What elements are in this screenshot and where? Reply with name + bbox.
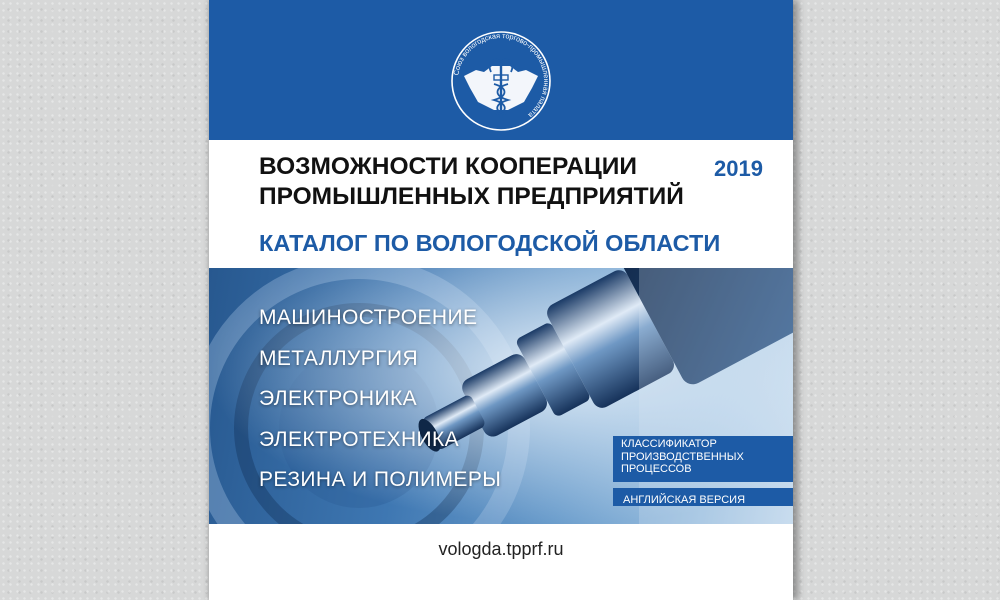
catalog-year: 2019 bbox=[714, 156, 763, 181]
footer-website-url: vologda.tpprf.ru bbox=[438, 539, 564, 559]
sector-item: РЕЗИНА И ПОЛИМЕРЫ bbox=[259, 468, 502, 491]
sector-item: ЭЛЕКТРОНИКА bbox=[259, 387, 418, 410]
emblem-ring-text: Союз вологодская торгово-промышленная палата bbox=[451, 30, 552, 120]
catalog-subtitle: КАТАЛОГ ПО ВОЛОГОДСКОЙ ОБЛАСТИ bbox=[259, 230, 721, 256]
header-band bbox=[209, 0, 793, 140]
catalog-title bbox=[259, 152, 684, 212]
classifier-badge bbox=[613, 436, 793, 482]
catalog-cover bbox=[209, 0, 793, 600]
english-version-badge bbox=[613, 488, 793, 506]
title-line-1: ВОЗМОЖНОСТИ КООПЕРАЦИИ bbox=[259, 153, 638, 180]
chamber-of-commerce-emblem bbox=[446, 26, 556, 136]
machinery-photo bbox=[209, 268, 793, 524]
english-version-badge-text: АНГЛИЙСКАЯ ВЕРСИЯ bbox=[623, 494, 746, 506]
industry-sector-list bbox=[259, 306, 501, 509]
sector-item: МАШИНОСТРОЕНИЕ bbox=[259, 306, 478, 329]
sector-item: МЕТАЛЛУРГИЯ bbox=[259, 346, 419, 370]
caduceus-icon bbox=[464, 60, 538, 118]
sector-item: ЭЛЕКТРОТЕХНИКА bbox=[259, 427, 460, 451]
classifier-badge-text: КЛАССИФИКАТОР ПРОИЗВОДСТВЕННЫХ ПРОЦЕССОВ bbox=[621, 438, 744, 475]
title-line-2: ПРОМЫШЛЕННЫХ ПРЕДПРИЯТИЙ bbox=[259, 183, 684, 210]
